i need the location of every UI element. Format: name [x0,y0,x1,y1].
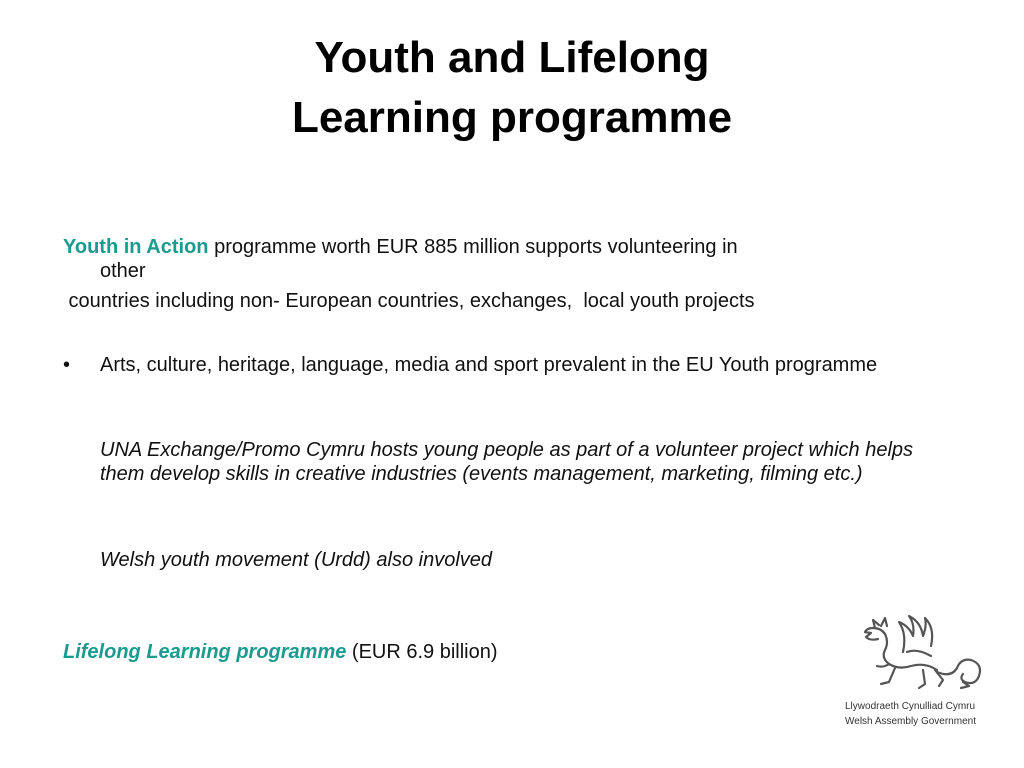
lifelong-learning-highlight: Lifelong Learning programme [63,641,347,663]
slide-title [0,28,1024,148]
una-exchange-paragraph: UNA Exchange/Promo Cymru hosts young people as part of a volunteer project which helps them develop skills in creative industries (events management, marketing, filming etc.) [100,439,914,485]
bullet-marker: • [63,354,71,376]
lifelong-learning-text: (EUR 6.9 billion) [346,641,498,663]
slide-title-line-1: Youth and Lifelong [314,33,710,82]
youth-in-action-line-1 [63,235,943,259]
logo-welsh-name: Llywodraeth Cynulliad Cymru [845,701,976,712]
youth-in-action-highlight: Youth in Action [63,236,209,258]
arts-culture-bullet-text: Arts, culture, heritage, language, media and sport prevalent in the EU Youth programme [100,354,878,376]
logo-english-name: Welsh Assembly Government [845,716,976,727]
lifelong-learning-paragraph [63,640,763,664]
welsh-assembly-logo [845,612,995,742]
youth-in-action-text: programme worth EUR 885 million supports volunteering in [208,236,738,258]
urdd-paragraph: Welsh youth movement (Urdd) also involved [100,549,493,571]
youth-in-action-text-continued: other [100,260,146,282]
welsh-dragon-icon [845,612,995,700]
slide-title-line-2: Learning programme [291,93,733,142]
youth-in-action-paragraph [63,235,943,283]
countries-paragraph: countries including non- European countries, exchanges, local youth projects [63,290,755,312]
